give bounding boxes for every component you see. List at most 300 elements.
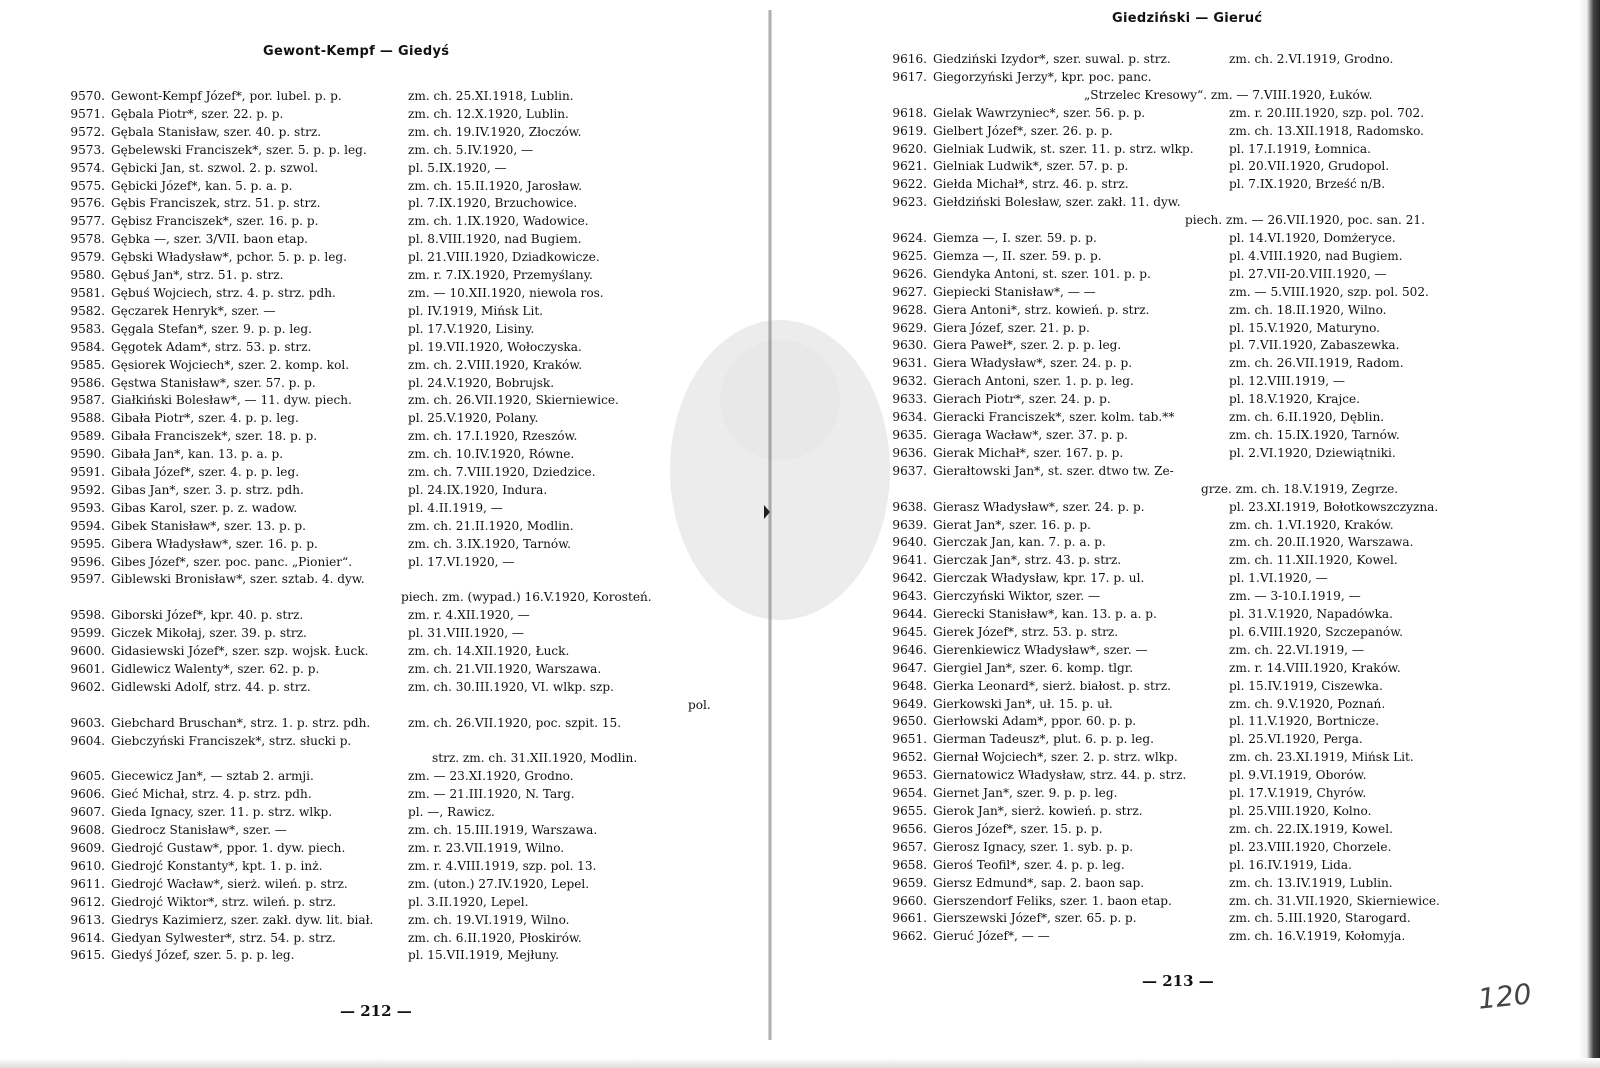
entry-fate: pl. 4.VIII.1920, nad Bugiem. — [1229, 248, 1403, 263]
list-item — [880, 158, 1520, 176]
entry-body — [933, 320, 1520, 338]
list-item — [58, 88, 698, 106]
entry-body — [933, 678, 1520, 696]
entry-number: 9595. — [70, 536, 105, 551]
entry-fate: zm. ch. 17.I.1920, Rzeszów. — [408, 429, 578, 444]
entry-body — [111, 231, 698, 249]
entry-fate: pl. 8.VIII.1920, nad Bugiem. — [408, 232, 582, 247]
entry-number: 9602. — [70, 679, 105, 694]
entry-body — [111, 375, 698, 393]
entry-fate: zm. ch. 9.V.1920, Poznań. — [1229, 696, 1386, 711]
entry-number: 9608. — [70, 823, 105, 838]
entry-number: 9644. — [892, 607, 927, 622]
entry-description: Giernał Wojciech*, szer. 2. p. strz. wlkp. — [933, 750, 1178, 765]
entry-description: Giedziński Izydor*, szer. suwal. p. strz. — [933, 52, 1171, 66]
entry-description: Gibała Piotr*, szer. 4. p. p. leg. — [111, 411, 299, 426]
scan-edge — [1578, 0, 1600, 1068]
list-item — [880, 749, 1520, 767]
entry-body — [933, 266, 1520, 284]
list-item — [58, 554, 698, 572]
entry-fate: zm. ch. 6.II.1920, Płoskirów. — [408, 930, 582, 945]
entry-description: Gęgotek Adam*, strz. 53. p. strz. — [111, 339, 312, 354]
entry-fate: zm. ch. 11.XII.1920, Kowel. — [1229, 553, 1398, 568]
entry-description: Gierek Józef*, strz. 53. p. strz. — [933, 624, 1119, 639]
list-item — [58, 482, 698, 500]
entry-body — [111, 679, 711, 715]
entry-body — [111, 661, 698, 679]
right-page — [880, 0, 1510, 1068]
entry-description: Gielak Wawrzyniec*, szer. 56. p. p. — [933, 105, 1146, 120]
entry-body — [933, 391, 1520, 409]
running-head: Gewont-Kempf — Giedyś — [263, 44, 450, 59]
entry-fate: pl. 20.VII.1920, Grudopol. — [1229, 159, 1390, 174]
list-item — [880, 839, 1520, 857]
entry-number: 9596. — [70, 554, 105, 569]
list-item — [880, 660, 1520, 678]
entry-number: 9633. — [892, 392, 927, 407]
entry-fate: zm. ch. 21.VII.1920, Warszawa. — [408, 661, 602, 676]
list-item — [880, 570, 1520, 588]
entry-body — [111, 625, 698, 643]
entry-body — [111, 106, 698, 124]
entry-description: Giera Józef, szer. 21. p. p. — [933, 320, 1090, 335]
entry-fate: zm. ch. 2.VI.1919, Grodno. — [1229, 52, 1394, 66]
entry-number: 9609. — [70, 841, 105, 856]
entry-fate: zm. ch. 26.VII.1919, Radom. — [1229, 356, 1404, 371]
list-item — [880, 266, 1520, 284]
entry-body — [111, 607, 698, 625]
entry-number: 9593. — [70, 500, 105, 515]
entry-body — [111, 392, 698, 410]
entry-number: 9643. — [892, 589, 927, 604]
entry-fate: zm. ch. 22.IX.1919, Kowel. — [1229, 821, 1393, 836]
entry-fate: pl. 23.VIII.1920, Chorzele. — [1229, 839, 1392, 854]
list-item — [880, 123, 1520, 141]
entry-description: Gierczak Jan*, strz. 43. p. strz. — [933, 553, 1122, 568]
list-item — [880, 910, 1520, 928]
entry-description: Giera Antoni*, strz. kowień. p. strz. — [933, 302, 1150, 317]
entry-body — [933, 445, 1520, 463]
entry-description: Giborski Józef*, kpr. 40. p. strz. — [111, 608, 304, 623]
list-item — [58, 894, 698, 912]
entry-body — [111, 213, 698, 231]
entry-description: Gieraga Wacław*, szer. 37. p. p. — [933, 428, 1129, 442]
list-item — [880, 320, 1520, 338]
list-item — [880, 105, 1520, 123]
entry-number: 9637. — [892, 463, 927, 478]
entry-body — [933, 910, 1520, 928]
entry-description: Gierszendorf Feliks, szer. 1. baon etap. — [933, 893, 1172, 908]
entry-fate: zm. ch. 21.II.1920, Modlin. — [408, 518, 574, 533]
entry-number: 9599. — [70, 626, 105, 641]
entry-number: 9604. — [70, 733, 105, 748]
entry-fate: zm. ch. 10.IV.1920, Równe. — [408, 447, 575, 462]
list-item — [880, 928, 1520, 946]
list-item — [880, 875, 1520, 893]
list-item — [58, 679, 711, 715]
list-item — [880, 409, 1520, 427]
entry-description: Gębisz Franciszek*, szer. 16. p. p. — [111, 214, 319, 229]
entry-body — [111, 410, 698, 428]
entry-number: 9638. — [892, 499, 927, 514]
entry-number: 9635. — [892, 428, 927, 442]
entry-description: Gieroś Teofil*, szer. 4. p. p. leg. — [933, 857, 1125, 872]
entry-body — [111, 733, 698, 769]
entry-description: Gewont-Kempf Józef*, por. lubel. p. p. — [111, 89, 342, 103]
entry-body — [111, 930, 698, 948]
entry-body — [933, 821, 1520, 839]
entry-body — [933, 373, 1520, 391]
entry-number: 9587. — [70, 393, 105, 408]
entry-body — [111, 804, 698, 822]
entry-body — [933, 731, 1520, 749]
entry-body — [111, 536, 698, 554]
entry-number: 9592. — [70, 482, 105, 497]
entry-description: Giełda Michał*, strz. 46. p. strz. — [933, 177, 1129, 192]
list-item — [880, 857, 1520, 875]
entry-fate: pl. 18.V.1920, Krajce. — [1229, 392, 1361, 407]
entry-number: 9659. — [892, 875, 927, 890]
entry-fate: pl. 17.V.1919, Chyrów. — [1229, 786, 1367, 801]
entry-description: Gierach Piotr*, szer. 24. p. p. — [933, 392, 1111, 407]
entry-number: 9661. — [892, 911, 927, 926]
entry-fate: pl. 25.V.1920, Polany. — [408, 411, 539, 426]
entry-description: Gieda Ignacy, szer. 11. p. strz. wlkp. — [111, 805, 333, 820]
entry-fate: zm. ch. 1.IX.1920, Wadowice. — [408, 214, 589, 229]
entry-number: 9573. — [70, 142, 105, 157]
list-item — [880, 642, 1520, 660]
list-item — [880, 893, 1520, 911]
entry-fate: pl. —, Rawicz. — [408, 805, 495, 820]
list-item — [58, 518, 698, 536]
entry-number: 9648. — [892, 678, 927, 693]
entry-body — [933, 337, 1520, 355]
entry-body — [933, 893, 1520, 911]
entry-fate: pl. 17.I.1919, Łomnica. — [1229, 141, 1371, 156]
entry-description: Gierasz Władysław*, szer. 24. p. p. — [933, 499, 1145, 514]
entry-number: 9612. — [70, 894, 105, 909]
entry-number: 9585. — [70, 357, 105, 372]
entry-description: Gielbert Józef*, szer. 26. p. p. — [933, 123, 1113, 138]
list-item — [880, 302, 1520, 320]
list-item — [880, 337, 1520, 355]
entry-description: Gębuś Jan*, strz. 51. p. strz. — [111, 268, 284, 283]
entry-fate: zm. ch. 14.XII.1920, Łuck. — [408, 644, 570, 659]
entry-fate: pl. 15.VII.1919, Mejłuny. — [408, 948, 559, 963]
list-item — [58, 912, 698, 930]
list-item — [880, 445, 1520, 463]
entry-number: 9577. — [70, 214, 105, 229]
entry-number: 9607. — [70, 805, 105, 820]
entry-body — [111, 267, 698, 285]
list-item — [880, 517, 1520, 535]
entry-number: 9658. — [892, 857, 927, 872]
list-item — [58, 840, 698, 858]
list-item — [58, 142, 698, 160]
entry-fate: zm. r. 14.VIII.1920, Kraków. — [1229, 660, 1401, 675]
list-item — [880, 785, 1520, 803]
entry-fate: zm. ch. 6.II.1920, Dęblin. — [1229, 410, 1385, 425]
entry-description: Gierosz Ignacy, szer. 1. syb. p. p. — [933, 839, 1134, 854]
entry-description: Giedrojć Konstanty*, kpt. 1. p. inż. — [111, 858, 323, 873]
list-item — [58, 357, 698, 375]
entry-number: 9625. — [892, 248, 927, 263]
entry-number: 9655. — [892, 804, 927, 819]
list-item — [58, 536, 698, 554]
entry-fate: pl. 4.II.1919, — — [408, 500, 503, 515]
entry-continuation: „Strzelec Kresowy“. zm. — 7.VIII.1920, Łuków. — [1084, 87, 1373, 102]
entry-fate: zm. ch. 3.IX.1920, Tarnów. — [408, 536, 571, 551]
entry-description: Gibała Józef*, szer. 4. p. p. leg. — [111, 465, 300, 480]
entry-description: Gibes Józef*, szer. poc. panc. „Pionier“. — [111, 554, 353, 569]
entry-number: 9590. — [70, 447, 105, 462]
entry-description: Gielniak Ludwik*, szer. 57. p. p. — [933, 159, 1129, 174]
list-item — [58, 410, 698, 428]
entry-description: Giemza —, I. szer. 59. p. p. — [933, 231, 1097, 246]
entry-body — [111, 357, 698, 375]
entry-list — [58, 88, 711, 965]
entry-body — [933, 248, 1520, 266]
entry-fate: zm. r. 4.VIII.1919, szp. pol. 13. — [408, 858, 597, 873]
entry-body — [111, 88, 698, 106]
entry-number: 9580. — [70, 268, 105, 283]
entry-description: Gębuś Wojciech, strz. 4. p. strz. pdh. — [111, 285, 336, 300]
entry-number: 9615. — [70, 948, 105, 963]
entry-description: Gibała Franciszek*, szer. 18. p. p. — [111, 429, 318, 444]
entry-description: Gierczyński Wiktor, szer. — — [933, 589, 1101, 604]
entry-description: Gęgala Stefan*, szer. 9. p. p. leg. — [111, 321, 312, 336]
entry-body — [933, 570, 1520, 588]
entry-body — [933, 463, 1520, 499]
entry-number: 9601. — [70, 661, 105, 676]
entry-fate: zm. ch. 2.VIII.1920, Kraków. — [408, 357, 583, 372]
list-item — [58, 428, 698, 446]
entry-body — [111, 428, 698, 446]
entry-description: Giedrys Kazimierz, szer. zakł. dyw. lit. biał. — [111, 912, 374, 927]
entry-number: 9610. — [70, 858, 105, 873]
entry-description: Giemza —, II. szer. 59. p. p. — [933, 248, 1102, 263]
entry-body — [111, 571, 698, 607]
list-item — [880, 176, 1520, 194]
list-item — [880, 355, 1520, 373]
entry-description: Giczek Mikołaj, szer. 39. p. strz. — [111, 626, 307, 641]
entry-number: 9582. — [70, 303, 105, 318]
list-item — [58, 500, 698, 518]
entry-fate: zm. ch. 5.III.1920, Starogard. — [1229, 911, 1411, 926]
entry-list — [880, 51, 1520, 946]
entry-description: Gierczak Jan, kan. 7. p. a. p. — [933, 535, 1106, 550]
entry-number: 9656. — [892, 821, 927, 836]
entry-description: Gierkowski Jan*, uł. 15. p. uł. — [933, 696, 1113, 711]
entry-fate: pl. 3.II.1920, Lepel. — [408, 894, 529, 909]
entry-number: 9617. — [892, 69, 927, 84]
entry-number: 9629. — [892, 320, 927, 335]
entry-fate: zm. ch. 26.VII.1920, poc. szpit. 15. — [408, 715, 622, 730]
entry-fate: pl. 27.VII-20.VIII.1920, — — [1229, 266, 1387, 281]
list-item — [880, 194, 1520, 230]
entry-number: 9630. — [892, 338, 927, 353]
entry-body — [111, 822, 698, 840]
entry-number: 9623. — [892, 195, 927, 210]
entry-description: Gierka Leonard*, sierż. białost. p. strz. — [933, 678, 1171, 693]
entry-body — [933, 355, 1520, 373]
entry-description: Gierłowski Adam*, ppor. 60. p. p. — [933, 714, 1137, 729]
entry-fate: zm. ch. 22.VI.1919, — — [1229, 642, 1364, 657]
entry-fate: pl. 14.VI.1920, Domżeryce. — [1229, 231, 1396, 246]
list-item — [880, 51, 1520, 69]
entry-description: Gidlewski Adolf, strz. 44. p. strz. — [111, 679, 311, 694]
entry-number: 9632. — [892, 374, 927, 389]
entry-description: Giblewski Bronisław*, szer. sztab. 4. dyw. — [111, 572, 365, 587]
list-item — [58, 195, 698, 213]
list-item — [58, 607, 698, 625]
list-item — [58, 446, 698, 464]
entry-fate: zm. ch. 15.IX.1920, Tarnów. — [1229, 428, 1400, 442]
entry-body — [933, 785, 1520, 803]
entry-description: Gierczak Władysław, kpr. 17. p. ul. — [933, 571, 1145, 586]
list-item — [880, 588, 1520, 606]
entry-description: Giedrojć Wiktor*, strz. wileń. p. strz. — [111, 894, 337, 909]
left-page — [58, 0, 711, 1068]
entry-number: 9570. — [70, 89, 105, 103]
entry-body — [933, 803, 1520, 821]
entry-fate: zm. ch. 31.VII.1920, Skierniewice. — [1229, 893, 1440, 908]
entry-fate: zm. ch. 18.II.1920, Wilno. — [1229, 302, 1387, 317]
entry-description: Gęczarek Henryk*, szer. — — [111, 303, 276, 318]
entry-description: Giernet Jan*, szer. 9. p. p. leg. — [933, 786, 1118, 801]
list-item — [880, 731, 1520, 749]
entry-fate: zm. r. 23.VII.1919, Wilno. — [408, 841, 565, 856]
entry-number: 9639. — [892, 517, 927, 532]
entry-body — [111, 840, 698, 858]
entry-number: 9581. — [70, 285, 105, 300]
entry-number: 9574. — [70, 160, 105, 175]
entry-number: 9591. — [70, 465, 105, 480]
list-item — [58, 267, 698, 285]
entry-number: 9600. — [70, 644, 105, 659]
entry-number: 9649. — [892, 696, 927, 711]
entry-description: Gierman Tadeusz*, plut. 6. p. p. leg. — [933, 732, 1154, 747]
entry-description: Gęstwa Stanisław*, szer. 57. p. p. — [111, 375, 316, 390]
entry-fate: zm. ch. 1.VI.1920, Kraków. — [1229, 517, 1394, 532]
entry-body — [111, 321, 698, 339]
entry-fate: zm. ch. 30.III.1920, VI. wlkp. szp. — [408, 679, 614, 694]
entry-body — [933, 552, 1520, 570]
entry-continuation: grze. zm. ch. 18.V.1919, Zegrze. — [1201, 481, 1399, 496]
entry-description: Gibek Stanisław*, szer. 13. p. p. — [111, 518, 307, 533]
entry-number: 9626. — [892, 266, 927, 281]
entry-fate: pl. 11.V.1920, Bortnicze. — [1229, 714, 1380, 729]
entry-fate: zm. ch. 7.VIII.1920, Dziedzice. — [408, 465, 596, 480]
entry-number: 9614. — [70, 930, 105, 945]
entry-fate: zm. ch. 26.VII.1920, Skierniewice. — [408, 393, 619, 408]
entry-body — [933, 51, 1520, 69]
entry-description: Gębala Piotr*, szer. 22. p. p. — [111, 106, 284, 121]
entry-body — [933, 69, 1520, 105]
entry-number: 9650. — [892, 714, 927, 729]
entry-description: Giera Władysław*, szer. 24. p. p. — [933, 356, 1133, 371]
list-item — [880, 552, 1520, 570]
entry-fate: zm. — 3-10.I.1919, — — [1229, 589, 1361, 604]
entry-description: Gierenkiewicz Władysław*, szer. — — [933, 642, 1148, 657]
entry-number: 9571. — [70, 106, 105, 121]
entry-number: 9605. — [70, 769, 105, 784]
entry-continuation: strz. zm. ch. 31.XII.1920, Modlin. — [432, 751, 638, 766]
entry-description: Gierałtowski Jan*, st. szer. dtwo tw. Ze- — [933, 463, 1174, 478]
page-number: — 212 — — [340, 1002, 412, 1020]
entry-body — [933, 928, 1520, 946]
entry-number: 9576. — [70, 196, 105, 211]
entry-description: Gierszewski Józef*, szer. 65. p. p. — [933, 911, 1137, 926]
handwritten-page-note: 120 — [1476, 977, 1534, 1016]
list-item — [880, 284, 1520, 302]
list-item — [58, 285, 698, 303]
entry-body — [933, 230, 1520, 248]
entry-fate: pl. 21.VIII.1920, Dziadkowicze. — [408, 250, 600, 265]
entry-description: Gibera Władysław*, szer. 16. p. p. — [111, 536, 318, 551]
entry-fate: pl. 6.VIII.1920, Szczepanów. — [1229, 624, 1403, 639]
entry-number: 9624. — [892, 231, 927, 246]
list-item — [880, 69, 1520, 105]
entry-fate: zm. ch. 25.XI.1918, Lublin. — [408, 89, 574, 103]
entry-body — [933, 839, 1520, 857]
entry-number: 9620. — [892, 141, 927, 156]
entry-description: Gielniak Ludwik, st. szer. 11. p. strz. wlkp. — [933, 141, 1194, 156]
entry-fate: zm. — 21.III.1920, N. Targ. — [408, 787, 575, 802]
entry-fate: zm. ch. 13.XII.1918, Radomsko. — [1229, 123, 1425, 138]
list-item — [880, 803, 1520, 821]
entry-fate: pl. 31.VIII.1920, — — [408, 626, 525, 641]
entry-fate: zm. ch. 13.IV.1919, Lublin. — [1229, 875, 1393, 890]
entry-fate: zm. ch. 15.II.1920, Jarosław. — [408, 178, 583, 193]
entry-number: 9575. — [70, 178, 105, 193]
entry-body — [933, 696, 1520, 714]
entry-fate: zm. — 10.XII.1920, niewola ros. — [408, 285, 604, 300]
entry-number: 9647. — [892, 660, 927, 675]
list-item — [58, 804, 698, 822]
entry-number: 9597. — [70, 572, 105, 587]
entry-description: Gębski Władysław*, pchor. 5. p. p. leg. — [111, 250, 347, 265]
list-item — [58, 947, 698, 965]
list-item — [58, 930, 698, 948]
entry-description: Gieros Józef*, szer. 15. p. p. — [933, 821, 1103, 836]
entry-description: Giergiel Jan*, szer. 6. komp. tlgr. — [933, 660, 1134, 675]
entry-body — [933, 606, 1520, 624]
entry-number: 9588. — [70, 411, 105, 426]
entry-description: Giecewicz Jan*, — sztab 2. armji. — [111, 769, 314, 784]
entry-description: Giedrojć Gustaw*, ppor. 1. dyw. piech. — [111, 841, 346, 856]
entry-description: Gębicki Jan, st. szwol. 2. p. szwol. — [111, 160, 319, 175]
entry-description: Giełdziński Bolesław, szer. zakł. 11. dyw. — [933, 195, 1181, 210]
entry-fate: pl. 31.V.1920, Napadówka. — [1229, 607, 1393, 622]
list-item — [58, 571, 698, 607]
list-item — [880, 696, 1520, 714]
entry-body — [111, 178, 698, 196]
entry-body — [111, 195, 698, 213]
list-item — [880, 499, 1520, 517]
entry-description: Gębicki Józef*, kan. 5. p. a. p. — [111, 178, 293, 193]
entry-number: 9584. — [70, 339, 105, 354]
entry-description: Gębala Stanisław, szer. 40. p. strz. — [111, 124, 322, 139]
entry-description: Giegorzyński Jerzy*, kpr. poc. panc. — [933, 69, 1152, 84]
entry-body — [933, 713, 1520, 731]
entry-body — [111, 285, 698, 303]
entry-body — [933, 642, 1520, 660]
entry-number: 9622. — [892, 177, 927, 192]
entry-body — [111, 482, 698, 500]
entry-description: Gibas Karol, szer. p. z. wadow. — [111, 500, 298, 515]
entry-description: Giersz Edmund*, sap. 2. baon sap. — [933, 875, 1145, 890]
